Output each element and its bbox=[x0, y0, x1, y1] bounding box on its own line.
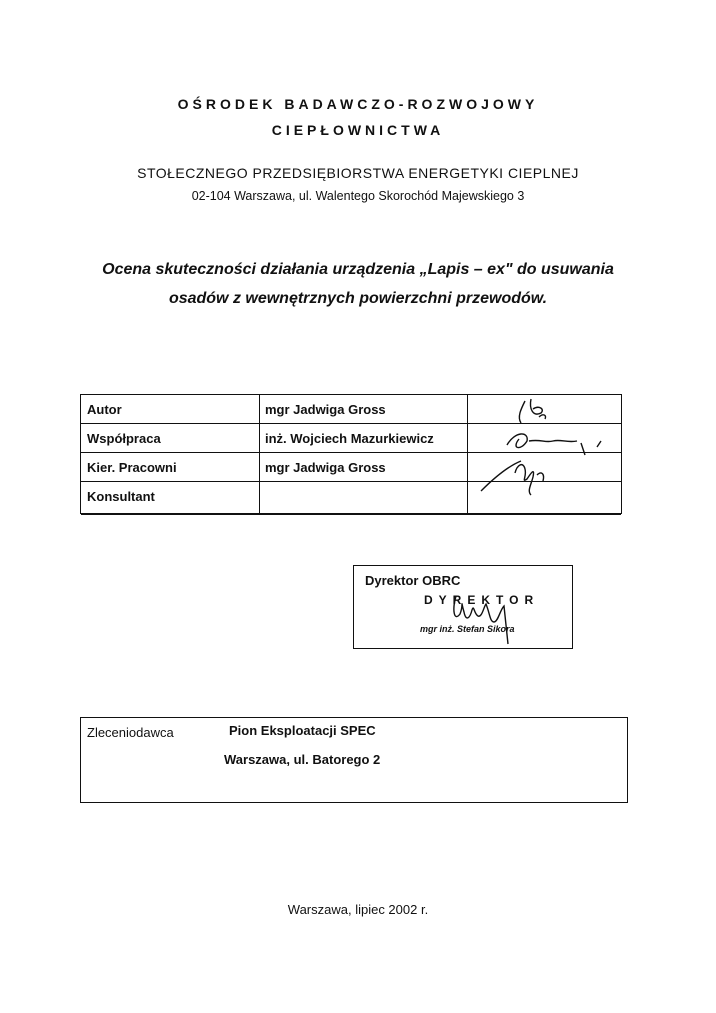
consultant-role: Konsultant bbox=[87, 489, 155, 504]
place-and-date: Warszawa, lipiec 2002 r. bbox=[287, 902, 429, 917]
document-title-line1: Ocena skuteczności działania urządzenia „Lapis – ex" do usuwania bbox=[102, 261, 614, 278]
client-address: Warszawa, ul. Batorego 2 bbox=[224, 752, 381, 767]
director-stamp-name: mgr inż. Stefan Sikora bbox=[420, 624, 515, 634]
collaborator-name: inż. Wojciech Mazurkiewicz bbox=[265, 431, 434, 446]
institute-name-line2: CIEPŁOWNICTWA bbox=[271, 122, 445, 138]
client-label: Zleceniodawca bbox=[87, 725, 174, 740]
company-name: STOŁECZNEGO PRZEDSIĘBIORSTWA ENERGETYKI CIEPLNEJ bbox=[137, 165, 579, 181]
director-label: Dyrektor OBRC bbox=[365, 573, 461, 588]
author-role: Autor bbox=[87, 402, 122, 417]
collaborator-role: Współpraca bbox=[87, 431, 161, 446]
authors-table bbox=[80, 394, 622, 514]
director-stamp-title: DYREKTOR bbox=[424, 593, 540, 607]
handwritten-signatures bbox=[481, 395, 621, 505]
lab-head-role: Kier. Pracowni bbox=[87, 460, 177, 475]
institute-name-line1: OŚRODEK BADAWCZO-ROZWOJOWY bbox=[177, 96, 539, 112]
director-approval-box bbox=[353, 565, 573, 649]
document-title-line2: osadów z wewnętrznych powierzchni przewodów. bbox=[168, 290, 548, 307]
client-organization: Pion Eksploatacji SPEC bbox=[229, 723, 376, 738]
director-signature bbox=[450, 592, 530, 648]
client-box bbox=[80, 717, 628, 803]
institute-address: 02-104 Warszawa, ul. Walentego Skorochód Majewskiego 3 bbox=[191, 189, 525, 203]
author-name: mgr Jadwiga Gross bbox=[265, 402, 386, 417]
lab-head-name: mgr Jadwiga Gross bbox=[265, 460, 386, 475]
